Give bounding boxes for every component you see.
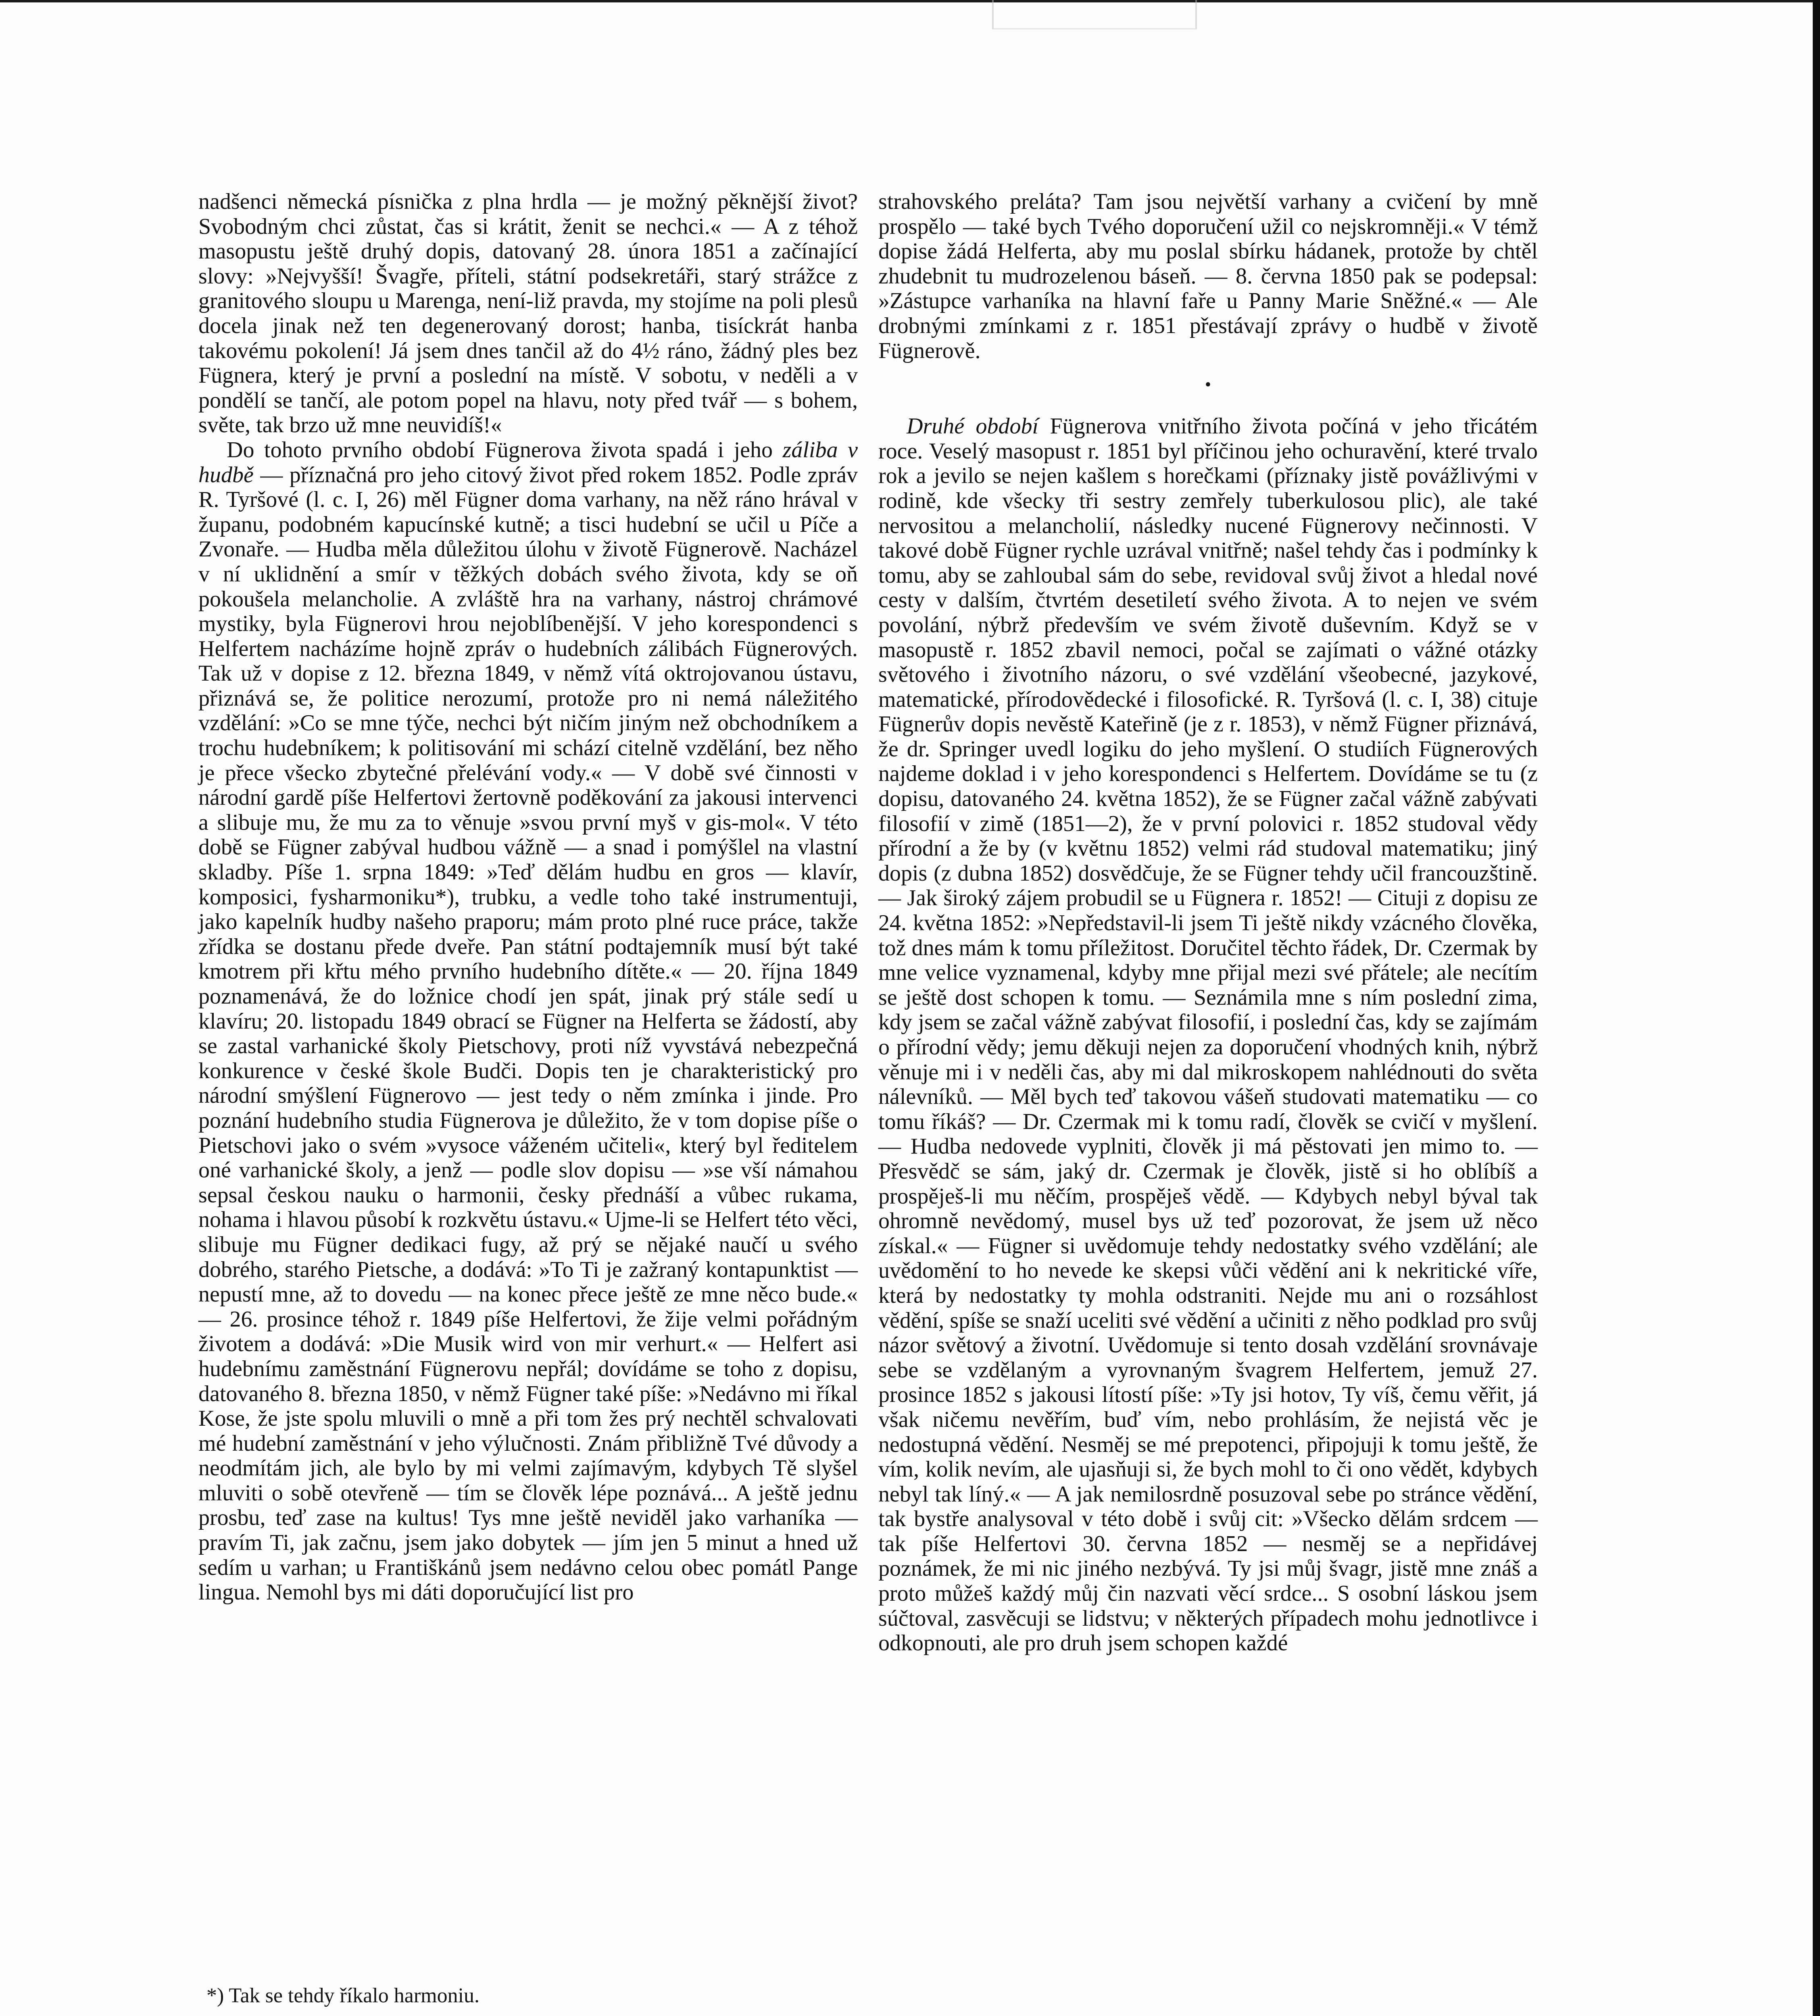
scan-edge-right: [1813, 0, 1820, 2016]
section-ornament: •: [1205, 375, 1211, 395]
footnote-mark: *): [206, 1984, 224, 2007]
footnote-text: Tak se tehdy říkalo harmoniu.: [229, 1984, 480, 2007]
right-paragraph-2: [878, 414, 1538, 1656]
left-paragraph-1: nadšenci německá písnička z plna hrdla — je možný pěknější život? Svobodným chci zůstat, čas si krátit, ženit se nechci.« — A z téhož masopustu ještě druhý dopis, datovaný 28. února 1851 a začínající slovy: »Nejvyšší! Švagře, příteli, státní podsekretáři, starý strážce z granitového sloupu u Marenga, není-liž pravda, my stojíme na poli plesů docela jinak než ten degenerovaný dorost; hanba, tisíckrát hanba takovému pokolení! Já jsem dnes tančil až do 4½ ráno, žádný ples bez Fügnera, který je první a poslední na místě. V sobotu, v neděli a v pondělí se tančí, ale potom popel na hlavu, noty před tvář — s bohem, světe, tak brzo už mne neuvidíš!«: [198, 189, 858, 438]
left-paragraph-2-rest: — příznačná pro jeho citový život před rokem 1852. Podle zpráv R. Tyršové (l. c. I, 26) měl Fügner doma varhany, na něž ráno hrával v županu, podobném kapucínské kutně; a tisci hudební se učil u Píče a Zvonaře. — Hudba měla důležitou úlohu v životě Fügnerově. Nacházel v ní uklidnění a smír v těžkých dobách svého života, kdy se oň pokoušela melancholie. A zvláště hra na varhany, nástroj chrámové mystiky, byla Fügnerovi hrou nejoblíbenější. V jeho korespondenci s Helfertem nacházíme hojně zpráv o hudebních zálibách Fügnerových. Tak už v dopise z 12. března 1849, v němž vítá oktrojovanou ústavu, přiznává se, že politice nerozumí, protože pro ni nemá náležitého vzdělání: »Co se mne týče, nechci být ničím jiným než obchodníkem a trochu hudebníkem; k politisování mi schází citelně vzdělání, bez něho je přece všecko zbytečné přelévání vody.« — V době své činnosti v národní gardě píše Helfertovi žertovně poděkování za jakousi intervenci a slibuje mu, že mu za to věnuje »svou první myš v gis-mol«. V této době se Fügner zabýval hudbou vážně — a snad i pomýšlel na vlastní skladby. Píše 1. srpna 1849: »Teď dělám hudbu en gros — klavír, komposici, fysharmoniku*), trubku, a vedle toho také instrumentuji, jako kapelník hudby našeho praporu; mám proto plné ruce práce, takže zřídka se dostanu přede dveře. Pan státní podtajemník musí být také kmotrem při křtu mého prvního hudebního dítěte.« — 20. října 1849 poznamenává, že do ložnice chodí jen spát, jinak prý stále sedí u klavíru; 20. listopadu 1849 obrací se Fügner na Helferta se žádostí, aby se zastal varhanické školy Pietschovy, proti níž vyvstává nebezpečná konkurence v české škole Budči. Dopis ten je charakteristický pro národní smýšlení Fügnerovo — jest tedy o něm zmínka i jinde. Pro poznání hudebního studia Fügnerova je důležito, že v tom dopise píše o Pietschovi jako o svém »vysoce váženém učiteli«, který byl ředitelem oné varhanické školy, a jenž — podle slov dopisu — »se vší námahou sepsal českou nauku o harmonii, česky přednáší a vůbec rukama, nohama i hlavou působí k rozkvětu ústavu.« Ujme-li se Helfert této věci, slibuje mu Fügner dedikaci fugy, až prý se nějaké naučí u svého dobrého, starého Pietsche, a dodává: »To Ti je zažraný kontapunktist — nepustí mne, až to dovedu — na konec přece ještě ze mne něco bude.« — 26. prosince téhož r. 1849 píše Helfertovi, že žije velmi pořádným životem a dodává: »Die Musik wird von mir verhurt.« — Helfert asi hudebnímu zaměstnání Fügnerovu nepřál; dovídáme se toho z dopisu, datovaného 8. března 1850, v němž Fügner také píše: »Nedávno mi říkal Kose, že jste spolu mluvili o mně a při tom žes prý nechtěl schvalovati mé hudební zaměstnání v jeho výlučnosti. Znám přibližně Tvé důvody a neodmítám jich, ale bylo by mi velmi zajímavým, kdybych Tě slyšel mluviti o sobě otevřeně — tím se člověk lépe poznává... A ještě jednu prosbu, teď zase na kultus! Tys mne ještě neviděl jako varhaníka — pravím Ti, jak začnu, jsem jako dobytek — jím jen 5 minut a hned už sedím u varhan; u Františkánů jsem nedávno celou obec pomátl Pange lingua. Nemohl bys mi dáti doporučující list pro: [198, 462, 858, 1605]
left-paragraph-2: [198, 438, 858, 1605]
left-column: [198, 190, 858, 1605]
footnote: [198, 1984, 858, 2008]
right-column: [878, 190, 1538, 1656]
scan-artifact: [992, 0, 1197, 29]
right-paragraph-2-rest: Fügnerova vnitřního života počíná v jeho třicátém roce. Veselý masopust r. 1851 byl příčinou jeho ochuravění, které trvalo rok a jevilo se nejen kašlem s horečkami (příznaky jistě povážlivými v rodině, kde všecky tři sestry zemřely tuberkulosou plic), ale také nervositou a melancholií, následky nucené Fügnerovy nečinnosti. V takové době Fügner rychle uzrával vnitřně; našel tehdy čas i podmínky k tomu, aby se zahloubal sám do sebe, revidoval svůj život a hledal nové cesty v dalším, čtvrtém desetiletí svého života. A to nejen ve svém povolání, nýbrž především ve svém životě duševním. Když se v masopustě r. 1852 zbavil nemoci, počal se zajímati o vážné otázky světového i životního názoru, o své vzdělání všeobecné, jazykové, matematické, přírodovědecké i filosofické. R. Tyršová (l. c. I, 38) cituje Fügnerův dopis nevěstě Kateřině (je z r. 1853), v němž Fügner přiznává, že dr. Springer uvedl logiku do jeho myšlení. O studiích Fügnerových najdeme doklad i v jeho korespondenci s Helfertem. Dovídáme se tu (z dopisu, datovaného 24. května 1852), že se Fügner začal vážně zabývati filosofií v zimě (1851—2), že v první polovici r. 1852 studoval vědy přírodní a že by (v květnu 1852) velmi rád studoval matematiku; jiný dopis (z dubna 1852) dosvědčuje, že se Fügner tehdy učil francouzštině. — Jak široký zájem probudil se u Fügnera r. 1852! — Cituji z dopisu ze 24. května 1852: »Nepředstavil-li jsem Ti ještě nikdy vzácného člověka, tož dnes mám k tomu příležitost. Doručitel těchto řádek, Dr. Czermak by mne velice vyznamenal, kdyby mne přijal mezi své přátele; ale necítím se ještě dost schopen k tomu. — Seznámila mne s ním poslední zima, kdy jsem se začal vážně zabývat filosofií, i poslední čas, kdy se zajímám o přírodní vědy; jemu děkuji nejen za doporučení vhodných knih, nýbrž věnuje mi i v neděli čas, aby mi dal mikroskopem nahlédnouti do světa nálevníků. — Měl bych teď takovou vášeň studovati matematiku — co tomu říkáš? — Dr. Czermak mi k tomu radí, člověk se cvičí v myšlení. — Hudba nedovede vyplniti, člověk ji má pěstovati jen mimo to. — Přesvědč se sám, jaký dr. Czermak je člověk, jistě si ho oblíbíš a prospěješ-li mu něčím, prospěješ vědě. — Kdybych nebyl býval tak ohromně nevědomý, musel bys už teď pozorovat, že jsem už něco získal.« — Fügner si uvědomuje tehdy nedostatky svého vzdělání; ale uvědomění to ho nevede ke skepsi vůči vědění ani k nekritické víře, která by nedostatky ty mohla odstraniti. Nejde mu ani o rozsáhlost vědění, spíše se snaží uceliti své vědění a učiniti z něho podklad pro svůj názor světový a životní. Uvědomuje si tento dosah vzdělání srovnávaje sebe se vzdělaným a vyrovnaným švagrem Helfertem, jemuž 27. prosince 1852 s jakousi lítostí píše: »Ty jsi hotov, Ty víš, čemu věřit, já však ničemu nevěřím, buď vím, nebo prohlásím, že nejistá věc je nedostupná vědění. Nesměj se mé prepotenci, připojuji k tomu ještě, že vím, kolik nevím, ale ujasňuji si, že bych mohl to či ono vědět, kdybych nebyl tak líný.« — A jak nemilosrdně posuzoval sebe po stránce vědění, tak bystře analysoval v této době i svůj cit: »Všecko dělám srdcem — tak píše Helfertovi 30. června 1852 — nesměj se a nepřidávej poznámek, že mi nic jiného nezbývá. Ty jsi můj švagr, jistě mne znáš a proto můžeš každý můj čin nazvati věcí srdce... S osobní láskou jsem súčtoval, zasvěcuji se lidstvu; v některých případech mohu jednotlivce i odkopnouti, ale pro druh jsem schopen každé: [878, 414, 1538, 1656]
left-paragraph-2-italic: záliba v hudbě: [198, 437, 858, 487]
right-paragraph-1: strahovského preláta? Tam jsou největší varhany a cvičení by mně prospělo — také bych Tvého doporučení užil co nejskromněji.« V témž dopise žádá Helferta, aby mu poslal sbírku hádanek, protože by chtěl zhudebnit tu mudrozelenou báseň. — 8. června 1850 pak se podepsal: »Zástupce varhaníka na hlavní faře u Panny Marie Sněžné.« — Ale drobnými zmínkami z r. 1851 přestávají zprávy o hudbě v životě Fügnerově.: [878, 189, 1538, 363]
left-paragraph-2-start: Do tohoto prvního období Fügnerova života spadá i jeho: [227, 437, 783, 462]
scan-edge-top: [0, 0, 1820, 2]
right-paragraph-2-italic: Druhé období: [907, 414, 1039, 439]
